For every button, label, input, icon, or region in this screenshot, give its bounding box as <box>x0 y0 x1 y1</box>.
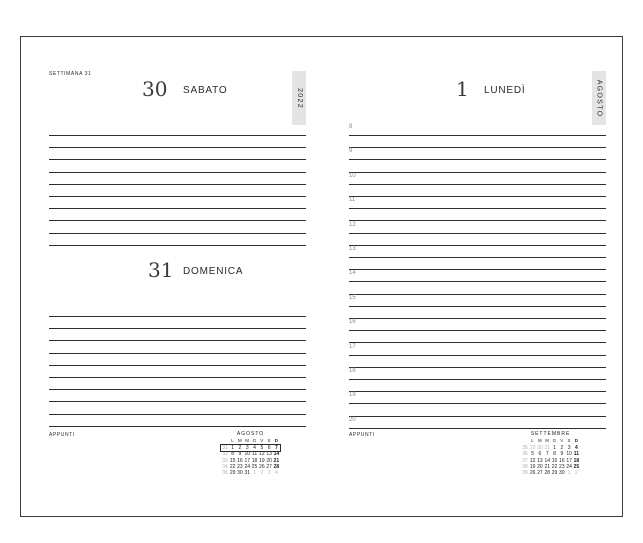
calendar-day: 4 <box>575 444 578 451</box>
calendar-day: 6 <box>538 451 542 458</box>
calendar-day: 9 <box>560 451 564 458</box>
calendar-day: 15 <box>551 457 558 464</box>
calendar-day: 2 <box>238 444 242 451</box>
hour-label: 9 <box>349 148 353 155</box>
calendar-day: 25 <box>573 464 580 471</box>
hour-label: 13 <box>349 246 356 252</box>
calendar-day: 29 <box>529 444 536 451</box>
calendar-day: 27 <box>266 464 272 471</box>
writing-line <box>349 147 606 148</box>
calendar-day: 5 <box>531 451 535 458</box>
writing-line <box>349 379 606 380</box>
weekday-header: D <box>274 438 279 444</box>
weekday-header: V <box>560 438 564 444</box>
writing-line <box>349 184 606 185</box>
day-name-sunday: DOMENICA <box>183 266 244 277</box>
day-number-saturday: 30 <box>142 77 168 101</box>
calendar-day: 1 <box>553 444 556 451</box>
calendar-day: 30 <box>559 470 565 477</box>
writing-line <box>49 353 306 354</box>
writing-line <box>49 135 306 136</box>
day-number-monday: 1 <box>456 77 469 101</box>
calendar-day: 3 <box>267 470 271 477</box>
calendar-day: 3 <box>245 444 249 451</box>
week-label: SETTIMANA 31 <box>49 71 92 77</box>
calendar-day: 5 <box>260 444 264 451</box>
writing-line <box>49 377 306 378</box>
writing-line <box>349 318 606 319</box>
mini-calendar-title: SETTEMBRE <box>530 431 571 437</box>
writing-line <box>349 257 606 258</box>
writing-line <box>349 403 606 404</box>
weekday-header: M <box>237 438 242 444</box>
hour-label: 15 <box>349 294 356 301</box>
year-tab <box>292 71 306 125</box>
writing-line <box>49 196 306 197</box>
weekday-header: M <box>537 438 542 444</box>
calendar-day: 15 <box>229 457 236 464</box>
writing-line <box>49 233 306 234</box>
week-number: 36 <box>522 451 528 458</box>
week-number: 33 <box>222 457 228 464</box>
calendar-day: 21 <box>544 464 551 471</box>
calendar-day: 4 <box>253 444 256 451</box>
writing-line <box>49 389 306 390</box>
calendar-day: 26 <box>259 464 265 471</box>
calendar-day: 12 <box>259 451 265 458</box>
writing-line <box>349 281 606 282</box>
weekday-header: G <box>552 438 557 444</box>
calendar-day: 7 <box>275 444 278 451</box>
writing-line <box>349 172 606 173</box>
weekday-header: S <box>567 438 571 444</box>
hour-label: 11 <box>349 197 356 204</box>
week-number: 35 <box>522 444 528 451</box>
calendar-day: 2 <box>260 470 264 477</box>
calendar-day: 20 <box>266 457 272 464</box>
calendar-day: 12 <box>529 457 536 464</box>
calendar-day: 6 <box>267 444 271 451</box>
month-tab <box>592 71 606 125</box>
mini-calendar-title: AGOSTO <box>236 431 265 437</box>
calendar-day: 18 <box>251 457 258 464</box>
writing-line <box>349 428 606 429</box>
calendar-day: 4 <box>275 470 278 477</box>
weekday-header: G <box>252 438 257 444</box>
writing-line <box>49 147 306 148</box>
calendar-day: 23 <box>559 464 565 471</box>
writing-line <box>349 233 606 234</box>
writing-line <box>49 340 306 341</box>
notes-label-right: APPUNTI <box>349 432 375 438</box>
writing-line <box>349 294 606 295</box>
hour-label: 17 <box>349 343 356 350</box>
calendar-day: 30 <box>237 470 243 477</box>
writing-line <box>49 208 306 209</box>
calendar-day: 14 <box>544 457 551 464</box>
calendar-day: 24 <box>244 464 251 471</box>
calendar-day: 1 <box>567 470 571 477</box>
calendar-day: 22 <box>229 464 236 471</box>
calendar-day: 24 <box>566 464 572 471</box>
hour-label: 12 <box>349 221 356 228</box>
writing-line <box>49 401 306 402</box>
hour-label: 19 <box>349 392 356 399</box>
writing-line <box>49 184 306 185</box>
year-tab-label: 2022 <box>295 87 303 109</box>
hour-label: 8 <box>349 124 353 130</box>
calendar-day: 17 <box>566 457 572 464</box>
week-number: 35 <box>222 470 228 477</box>
weekday-header: V <box>260 438 264 444</box>
writing-line <box>349 135 606 136</box>
writing-line <box>349 391 606 392</box>
calendar-day: 8 <box>553 451 556 458</box>
calendar-day: 17 <box>244 457 251 464</box>
calendar-day: 26 <box>529 470 536 477</box>
writing-line <box>349 159 606 160</box>
writing-line <box>349 330 606 331</box>
writing-line <box>349 269 606 270</box>
calendar-day: 7 <box>545 451 549 458</box>
weekday-header: S <box>267 438 271 444</box>
calendar-day: 29 <box>229 470 236 477</box>
calendar-day: 14 <box>273 451 280 458</box>
calendar-day: 20 <box>537 464 543 471</box>
calendar-day: 2 <box>575 470 578 477</box>
week-number: 37 <box>522 457 528 464</box>
calendar-day: 30 <box>537 444 543 451</box>
calendar-day: 16 <box>559 457 565 464</box>
calendar-day: 1 <box>231 444 235 451</box>
calendar-day: 28 <box>273 464 280 471</box>
mini-calendar-august <box>221 431 280 477</box>
calendar-day: 8 <box>231 451 235 458</box>
notes-label-left: APPUNTI <box>49 432 75 438</box>
writing-line <box>49 245 306 246</box>
hour-label: 14 <box>349 270 356 277</box>
week-number: 38 <box>522 464 528 471</box>
hour-label: 10 <box>349 172 356 179</box>
calendar-day: 10 <box>244 451 251 458</box>
hour-label: 20 <box>349 416 356 423</box>
calendar-day: 25 <box>251 464 258 471</box>
hour-label: 18 <box>349 368 356 374</box>
week-number: 39 <box>522 470 528 477</box>
weekday-header: L <box>231 438 235 444</box>
writing-line <box>349 355 606 356</box>
calendar-day: 11 <box>573 451 580 458</box>
calendar-day: 16 <box>237 457 243 464</box>
calendar-day: 10 <box>566 451 572 458</box>
calendar-day: 31 <box>544 444 551 451</box>
calendar-day: 22 <box>551 464 558 471</box>
day-number-sunday: 31 <box>148 258 174 282</box>
writing-line <box>49 426 306 427</box>
writing-line <box>349 245 606 246</box>
day-name-saturday: SABATO <box>183 85 228 96</box>
writing-line <box>349 416 606 417</box>
writing-line <box>49 365 306 366</box>
writing-line <box>349 367 606 368</box>
writing-line <box>349 196 606 197</box>
month-tab-label: AGOSTO <box>595 79 603 117</box>
calendar-day: 23 <box>237 464 243 471</box>
writing-line <box>349 208 606 209</box>
calendar-day: 28 <box>544 470 551 477</box>
calendar-day: 29 <box>551 470 558 477</box>
calendar-day: 13 <box>537 457 543 464</box>
week-number: 32 <box>222 451 228 458</box>
writing-line <box>349 342 606 343</box>
calendar-day: 19 <box>259 457 265 464</box>
calendar-day: 18 <box>573 457 580 464</box>
hour-label: 16 <box>349 319 356 326</box>
day-name-monday: LUNEDÌ <box>484 85 526 96</box>
writing-line <box>49 316 306 317</box>
calendar-day: 1 <box>253 470 256 477</box>
calendar-day: 13 <box>266 451 272 458</box>
week-number: 34 <box>222 464 228 471</box>
weekday-header: D <box>574 438 579 444</box>
week-number: 31 <box>222 444 228 451</box>
mini-calendar-september <box>521 431 580 477</box>
writing-line <box>349 220 606 221</box>
writing-line <box>49 414 306 415</box>
calendar-day: 27 <box>537 470 543 477</box>
calendar-day: 19 <box>529 464 536 471</box>
weekday-header: L <box>531 438 535 444</box>
weekday-header: M <box>545 438 550 444</box>
writing-line <box>49 220 306 221</box>
writing-line <box>49 328 306 329</box>
calendar-day: 3 <box>567 444 571 451</box>
calendar-day: 21 <box>273 457 280 464</box>
writing-line <box>49 159 306 160</box>
calendar-day: 2 <box>560 444 564 451</box>
writing-line <box>349 306 606 307</box>
calendar-day: 11 <box>251 451 258 458</box>
writing-line <box>49 172 306 173</box>
weekday-header: M <box>245 438 250 444</box>
calendar-day: 9 <box>238 451 242 458</box>
calendar-day: 31 <box>244 470 251 477</box>
